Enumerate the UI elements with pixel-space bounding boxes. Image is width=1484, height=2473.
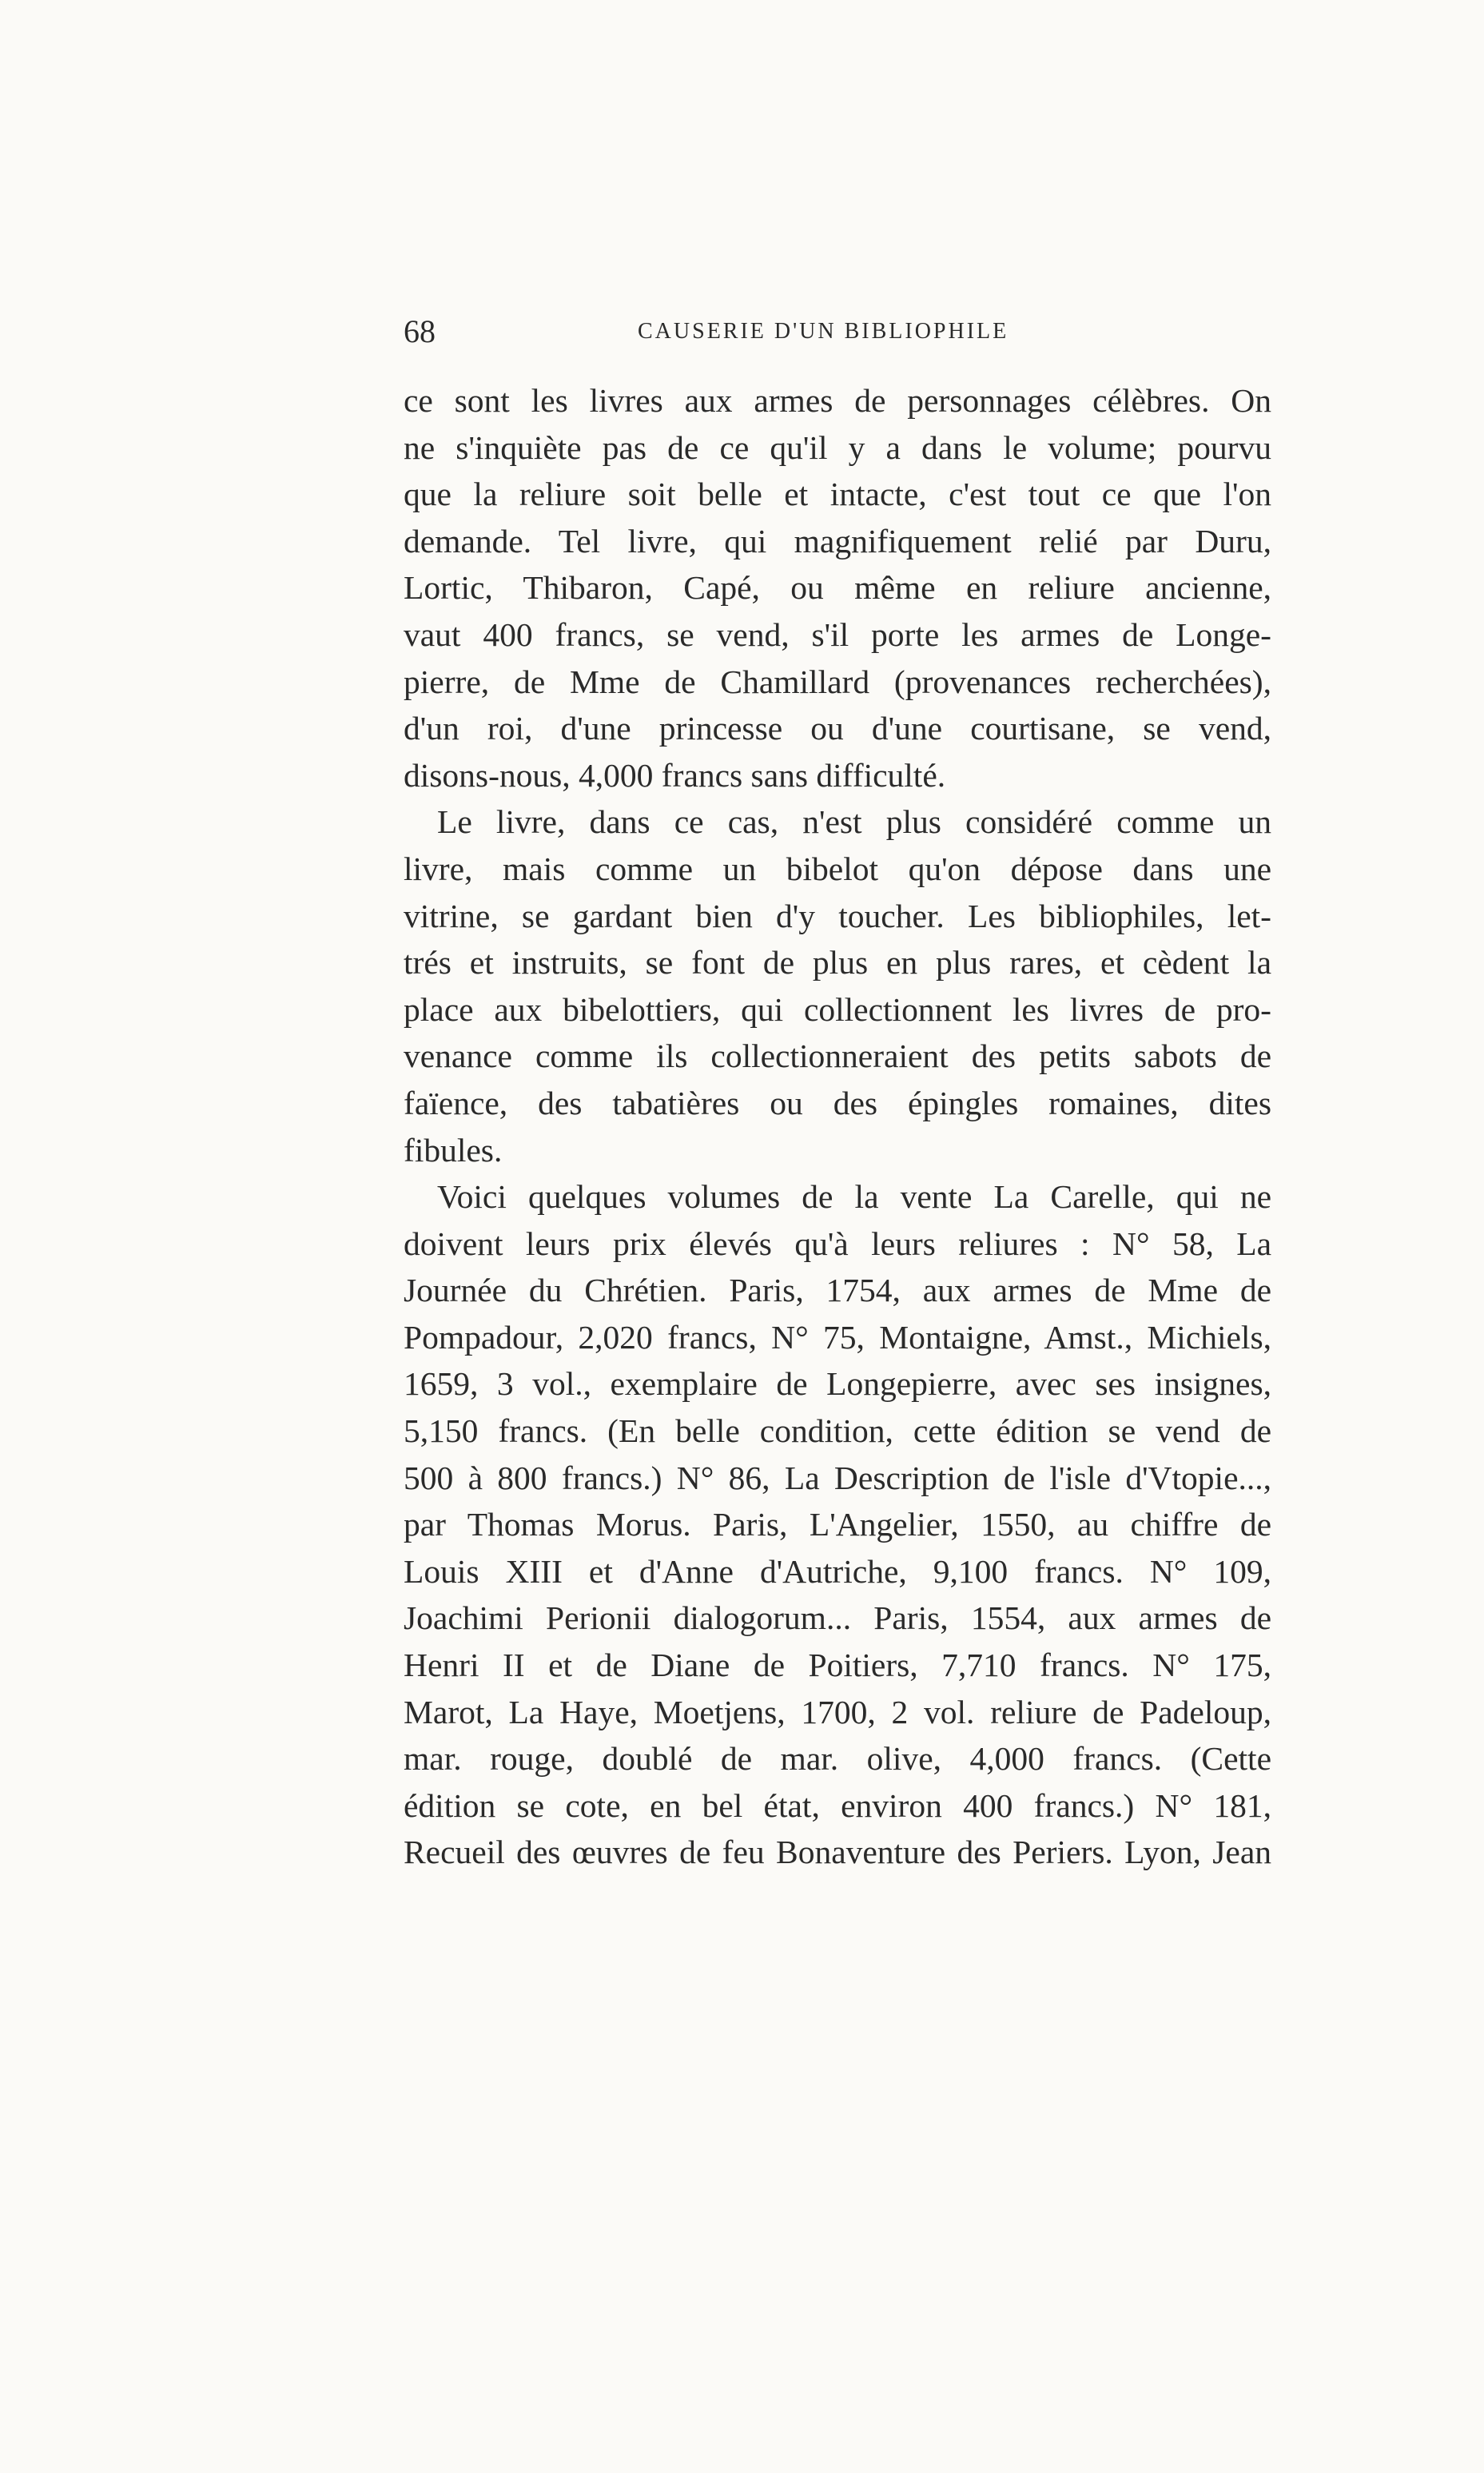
text-line: Pompadour, 2,020 francs, N° 75, Montaigne, Amst., Michiels,: [404, 1318, 1271, 1356]
text-line: disons-nous, 4,000 francs sans difficulté.: [404, 756, 946, 794]
text-line: Louis XIII et d'Anne d'Autriche, 9,100 francs. N° 109,: [404, 1552, 1271, 1590]
text-line: que la reliure soit belle et intacte, c'est tout ce que l'on: [404, 476, 1271, 513]
text-line: Henri II et de Diane de Poitiers, 7,710 francs. N° 175,: [404, 1647, 1271, 1684]
text-line: livre, mais comme un bibelot qu'on dépose dans une: [404, 850, 1271, 887]
text-line: 5,150 francs. (En belle condition, cette édition se vend de: [404, 1412, 1271, 1450]
text-line: Joachimi Perionii dialogorum... Paris, 1554, aux armes de: [404, 1599, 1271, 1637]
paragraph-3: [404, 1173, 1271, 1876]
text-line: pierre, de Mme de Chamillard (provenances recherchées),: [404, 663, 1271, 700]
text-line: vaut 400 francs, se vend, s'il porte les armes de Longe-: [404, 615, 1271, 653]
text-line: ce sont les livres aux armes de personnages célèbres. On: [404, 382, 1271, 419]
text-line: Le livre, dans ce cas, n'est plus considéré comme un: [437, 803, 1271, 841]
page-number: 68: [404, 313, 436, 349]
text-line: faïence, des tabatières ou des épingles romaines, dites: [404, 1084, 1271, 1121]
text-line: doivent leurs prix élevés qu'à leurs reliures : N° 58, La: [404, 1225, 1271, 1262]
running-title: CAUSERIE D'UN BIBLIOPHILE: [638, 319, 1009, 344]
text-line: fibules.: [404, 1131, 503, 1169]
text-line: 1659, 3 vol., exemplaire de Longepierre, avec ses insignes,: [404, 1365, 1271, 1403]
page-header: [404, 308, 1271, 356]
text-line: demande. Tel livre, qui magnifiquement relié par Duru,: [404, 522, 1271, 560]
text-line: mar. rouge, doublé de mar. olive, 4,000 francs. (Cette: [404, 1740, 1271, 1778]
text-line: d'un roi, d'une princesse ou d'une courtisane, se vend,: [404, 710, 1271, 747]
text-line: ne s'inquiète pas de ce qu'il y a dans le volume; pourvu: [404, 428, 1271, 466]
text-line: Marot, La Haye, Moetjens, 1700, 2 vol. reliure de Padeloup,: [404, 1693, 1271, 1730]
text-line: venance comme ils collectionneraient des petits sabots de: [404, 1037, 1271, 1075]
text-line: Journée du Chrétien. Paris, 1754, aux armes de Mme de: [404, 1272, 1271, 1309]
text-line: Lortic, Thibaron, Capé, ou même en reliure ancienne,: [404, 569, 1271, 607]
text-line: Voici quelques volumes de la vente La Carelle, qui ne: [437, 1178, 1271, 1216]
text-line: Recueil des œuvres de feu Bonaventure des Periers. Lyon, Jean: [404, 1834, 1271, 1871]
text-line: 500 à 800 francs.) N° 86, La Description de l'isle d'Vtopie...,: [404, 1459, 1271, 1496]
body-text: [404, 377, 1271, 1876]
text-line: place aux bibelottiers, qui collectionnent les livres de pro-: [404, 990, 1271, 1028]
paragraph-1: [404, 377, 1271, 798]
text-line: par Thomas Morus. Paris, L'Angelier, 1550, au chiffre de: [404, 1506, 1271, 1543]
text-line: édition se cote, en bel état, environ 400 francs.) N° 181,: [404, 1786, 1271, 1824]
text-line: vitrine, se gardant bien d'y toucher. Les bibliophiles, let-: [404, 897, 1271, 934]
paragraph-2: [404, 798, 1271, 1173]
text-line: trés et instruits, se font de plus en plus rares, et cèdent la: [404, 944, 1271, 982]
